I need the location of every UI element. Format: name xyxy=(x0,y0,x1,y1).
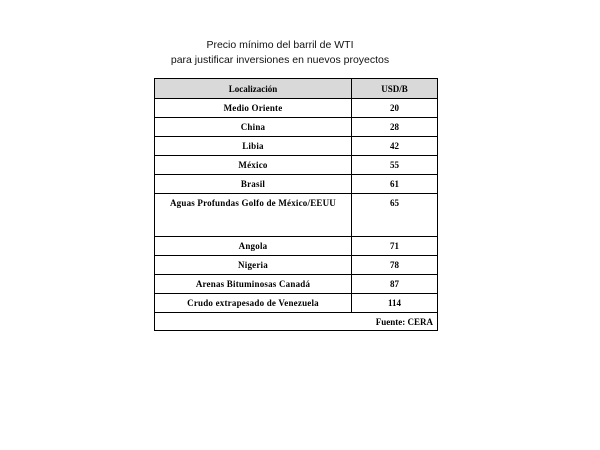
cell-location: Brasil xyxy=(155,175,352,194)
cell-usd-per-barrel: 87 xyxy=(352,275,438,294)
table-row xyxy=(155,256,438,275)
cell-location: Libia xyxy=(155,137,352,156)
table-row xyxy=(155,118,438,137)
table-body xyxy=(155,99,438,313)
chart-title xyxy=(150,38,410,68)
source-note: Fuente: CERA xyxy=(155,313,438,331)
cell-usd-per-barrel: 65 xyxy=(352,194,438,237)
cell-location: Medio Oriente xyxy=(155,99,352,118)
cell-usd-per-barrel: 20 xyxy=(352,99,438,118)
table-row xyxy=(155,99,438,118)
column-header-usd-per-barrel: USD/B xyxy=(352,79,438,99)
table-header-row xyxy=(155,79,438,99)
cell-location: Arenas Bituminosas Canadá xyxy=(155,275,352,294)
cell-usd-per-barrel: 114 xyxy=(352,294,438,313)
cell-usd-per-barrel: 55 xyxy=(352,156,438,175)
source-row xyxy=(155,313,438,331)
cell-location: China xyxy=(155,118,352,137)
table-row xyxy=(155,175,438,194)
cell-usd-per-barrel: 71 xyxy=(352,237,438,256)
table-row xyxy=(155,294,438,313)
table-row xyxy=(155,137,438,156)
cell-location: Angola xyxy=(155,237,352,256)
title-line-1: Precio mínimo del barril de WTI xyxy=(206,39,354,51)
title-line-2: para justificar inversiones en nuevos proyectos xyxy=(170,54,390,66)
cell-location: México xyxy=(155,156,352,175)
table-row xyxy=(155,194,438,237)
price-table xyxy=(154,78,438,331)
table-row xyxy=(155,237,438,256)
cell-usd-per-barrel: 78 xyxy=(352,256,438,275)
table-row xyxy=(155,156,438,175)
cell-location: Nigeria xyxy=(155,256,352,275)
cell-location: Aguas Profundas Golfo de México/EEUU xyxy=(155,194,352,237)
cell-usd-per-barrel: 28 xyxy=(352,118,438,137)
cell-usd-per-barrel: 42 xyxy=(352,137,438,156)
table-row xyxy=(155,275,438,294)
cell-usd-per-barrel: 61 xyxy=(352,175,438,194)
column-header-location: Localización xyxy=(155,79,352,99)
cell-location: Crudo extrapesado de Venezuela xyxy=(155,294,352,313)
